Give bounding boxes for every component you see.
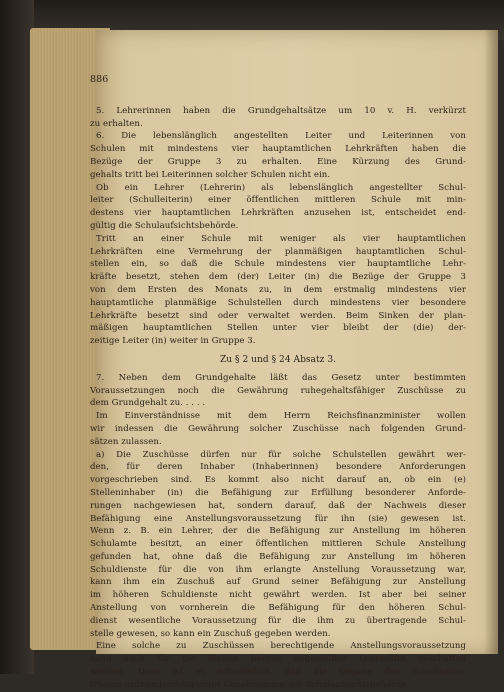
- page-text: [90, 62, 466, 692]
- text-line: Voraussetzungen noch die Gewährung ruhegehaltsfähiger Zuschüsse zu: [90, 385, 466, 396]
- text-line: im höheren Schuldienste nicht gewährt werden. Ist aber bei seiner: [90, 590, 466, 601]
- text-line: Tritt an einer Schule mit weniger als vier hauptamtlichen: [96, 233, 466, 244]
- paragraph: [90, 410, 466, 448]
- text-line: trägers ordnungsmäßig unter Genehmigung der Schulaufsichtsbehörde: [90, 679, 407, 690]
- paragraph: [90, 449, 466, 641]
- text-line: werden. Dazu ist es erforderlich, daß die Organe des Schullasten-: [90, 667, 466, 678]
- text-line: kann ihm ein Zuschuß auf Grund seiner Befähigung zur Anstellung: [90, 577, 466, 588]
- text-line: gültig die Schulaufsichtsbehörde.: [90, 220, 239, 231]
- text-line: Schulen mit mindestens vier hauptamtlichen Lehrkräften haben die: [90, 144, 466, 155]
- text-line: 6. Die lebenslänglich angestellten Leiter und Leiterinnen von: [96, 131, 466, 142]
- text-line: Ob ein Lehrer (Lehrerin) als lebenslänglich angestellter Schul-: [96, 182, 466, 193]
- text-line: Im Einverständnisse mit dem Herrn Reichsfinanzminister wollen: [96, 411, 466, 422]
- text-line: hauptamtliche planmäßige Schulstellen durch mindestens vier besondere: [90, 297, 466, 308]
- text-line: Stelleninhaber (in) die Befähigung zur Erfüllung besonderer Anforde-: [90, 487, 466, 498]
- background-left: [0, 0, 34, 674]
- text-line: rungen nachgewiesen hat, sondern darauf, daß der Nachweis dieser: [90, 500, 466, 511]
- text-line: wir indessen die Gewährung solcher Zuschüsse nach folgenden Grund-: [90, 423, 466, 434]
- text-line: sätzen zulassen.: [90, 436, 162, 447]
- text-line: von dem Ersten des Monats zu, in dem erstmalig mindestens vier: [90, 284, 466, 295]
- text-line: Schuldienste für die von ihm erlangte Anstellung Voraussetzung war,: [90, 564, 466, 575]
- text-line: 5. Lehrerinnen haben die Grundgehaltsätze um 10 v. H. verkürzt: [96, 105, 466, 116]
- text-line: Bezüge der Gruppe 3 zu erhalten. Eine Kürzung des Grund-: [90, 156, 466, 167]
- paragraph: [90, 640, 466, 691]
- text-line: Anstellung von vornherein die Befähigung für den höheren Schul-: [90, 603, 466, 614]
- text-line: gefunden hat, ohne daß die Befähigung zur Anstellung im höheren: [90, 551, 466, 562]
- text-line: kann auch für die Stellen bereits angestellter Lehrkräfte geschaffen: [90, 654, 466, 665]
- text-line: leiter (Schulleiterin) einer öffentlichen mittleren Schule mit min-: [90, 195, 466, 206]
- text-line: destens vier hauptamtlichen Lehrkräften anzusehen ist, entscheidet end-: [90, 208, 466, 219]
- text-line: vorgeschrieben sind. Es kommt also nicht darauf an, ob ein (e): [90, 475, 466, 486]
- paragraph: [90, 372, 466, 410]
- page-gutter-shadow: [484, 30, 498, 654]
- text-line: Befähigung eine Anstellungsvoraussetzung für ihn (sie) gewesen ist.: [90, 513, 466, 524]
- paragraph: [90, 182, 466, 233]
- text-line: zeitige Leiter (in) weiter in Gruppe 3.: [90, 336, 256, 347]
- text-line: Wenn z. B. ein Lehrer, der die Befähigung zur Anstellung im höheren: [90, 526, 466, 537]
- text-line: zu erhalten.: [90, 118, 143, 129]
- text-line: Lehrkräfte besetzt sind oder verwaltet werden. Beim Sinken der plan-: [90, 310, 466, 321]
- text-line: dem Grundgehalt zu. . . . .: [90, 398, 206, 409]
- section-heading: Zu § 2 und § 24 Absatz 3.: [219, 354, 337, 365]
- text-block-top: [90, 105, 466, 348]
- text-block-bottom: [90, 372, 466, 692]
- text-line: den, für deren Inhaber (Inhaberinnen) besondere Anforderungen: [90, 462, 466, 473]
- text-line: a) Die Zuschüsse dürfen nur für solche Schulstellen gewährt wer-: [96, 449, 466, 460]
- text-line: mäßigen hauptamtlichen Stellen unter vier bleibt der (die) der-: [90, 323, 466, 334]
- paragraph: [90, 130, 466, 181]
- text-line: stelle gewesen, so kann ein Zuschuß gegeben werden.: [90, 628, 331, 639]
- text-line: Lehrkräften eine Vermehrung der planmäßigen hauptamtlichen Schul-: [90, 246, 466, 257]
- text-line: Eine solche zu Zuschüssen berechtigende Anstellungsvoraussetzung: [96, 641, 466, 652]
- paragraph: [90, 233, 466, 348]
- text-line: gehalts tritt bei Leiterinnen solcher Schulen nicht ein.: [90, 169, 331, 180]
- text-line: dienst wesentliche Voraussetzung für die ihm zu übertragende Schul-: [90, 615, 466, 626]
- page-number: 886: [90, 74, 109, 85]
- paragraph: [90, 105, 466, 131]
- text-line: stellen ein, so daß die Schule mindestens vier hauptamtliche Lehr-: [90, 259, 466, 270]
- text-line: kräfte besetzt, stehen dem (der) Leiter (in) die Bezüge der Gruppe 3: [90, 272, 466, 283]
- text-line: 7. Neben dem Grundgehalte läßt das Gesetz unter bestimmten: [96, 372, 466, 383]
- text-line: Schulamte besitzt, an einer öffentlichen mittleren Schule Anstellung: [90, 539, 466, 550]
